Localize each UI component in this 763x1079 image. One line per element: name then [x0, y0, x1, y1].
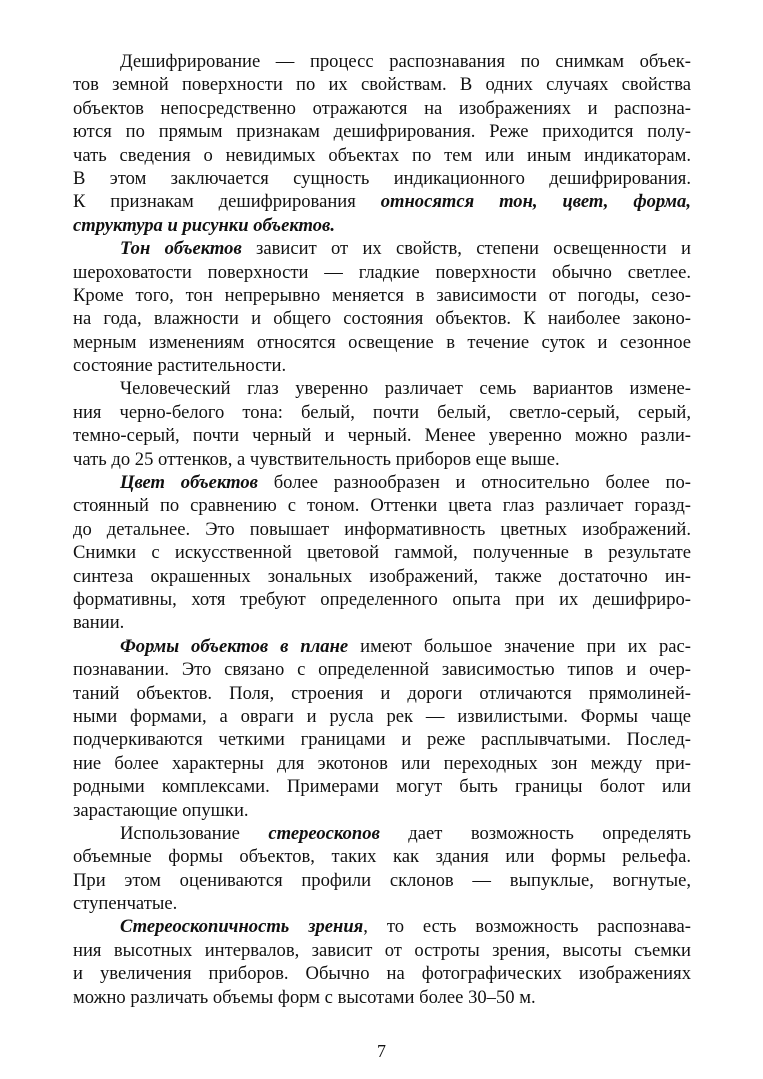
text-line [73, 822, 691, 845]
text-run: темно-серый, почти черный и черный. Менее уверенно можно разли- [73, 425, 691, 447]
text-run: Человеческий глаз уверенно различает семь вариантов измене- [120, 378, 691, 400]
text-run: Использование [120, 822, 269, 844]
text-line [73, 915, 691, 938]
text-line [73, 144, 691, 167]
text-line [73, 892, 691, 915]
emphasis-term: Тон объектов [120, 238, 242, 260]
text-run: Дешифрирование — процесс распознавания по снимкам объек- [120, 51, 691, 72]
text-run: синтеза окрашенных зональных изображений, также достаточно ин- [73, 565, 691, 587]
para-tone [73, 237, 691, 377]
text-run: подчеркиваются четкими границами и реже расплывчатыми. Послед- [73, 729, 691, 751]
text-run: объектов непосредственно отражаются на изображениях и распозна- [73, 97, 691, 119]
text-line [73, 97, 691, 120]
text-line [73, 986, 691, 1009]
page-number: 7 [377, 1041, 386, 1061]
text-run: имеют большое значение при их рас- [348, 635, 691, 657]
page-body [73, 50, 691, 1009]
text-line [73, 518, 691, 541]
text-run: дает возможность определять [379, 822, 691, 844]
para-stereo-vision [73, 915, 691, 1009]
text-line [73, 705, 691, 728]
para-color [73, 471, 691, 635]
text-run: тов земной поверхности по их свойствам. В одних случаях свойства [73, 74, 691, 96]
text-line [73, 167, 691, 190]
text-line [73, 682, 691, 705]
emphasis-term: стереоскопов [268, 822, 380, 844]
text-line [73, 354, 691, 377]
emphasis-term: Цвет объектов [120, 472, 258, 494]
text-run: более разнообразен и относительно более по- [257, 472, 691, 494]
text-line [73, 494, 691, 517]
text-line [73, 588, 691, 611]
text-run: ступенчатые. [73, 893, 178, 915]
text-run: на года, влажности и общего состояния объектов. К наиболее законо- [73, 308, 691, 330]
text-run: ными формами, а овраги и русла рек — извилистыми. Формы чаще [73, 705, 691, 727]
text-run: Снимки с искусственной цветовой гаммой, полученные в результате [73, 542, 691, 564]
emphasis-term: Стереоскопичность зрения [120, 916, 364, 938]
text-line [73, 962, 691, 985]
text-line [73, 50, 691, 73]
text-line [73, 845, 691, 868]
text-run: зависит от их свойств, степени освещенности и [241, 238, 691, 260]
text-line [73, 401, 691, 424]
text-line [73, 869, 691, 892]
text-line [73, 377, 691, 400]
text-run: зарастающие опушки. [73, 799, 249, 821]
text-line [73, 190, 691, 213]
text-line [73, 448, 691, 471]
text-run: К признакам дешифрирования [73, 191, 381, 213]
text-run: таний объектов. Поля, строения и дороги отличаются прямолиней- [73, 682, 691, 704]
text-run: , то есть возможность распознава- [363, 916, 691, 938]
para-stereoscopes [73, 822, 691, 916]
text-line [73, 424, 691, 447]
text-line [73, 214, 691, 237]
text-run: объемные формы объектов, таких как здания или формы рельефа. [73, 846, 691, 868]
text-run: Кроме того, тон непрерывно меняется в зависимости от погоды, сезо- [73, 284, 691, 306]
text-run: мерным изменениям относятся освещение в течение суток и сезонное [73, 331, 691, 353]
text-run: родными комплексами. Примерами могут быть границы болот или [73, 776, 691, 798]
para-shape [73, 635, 691, 822]
text-run: до детальнее. Это повышает информативность цветных изображений. [73, 518, 691, 540]
text-line [73, 635, 691, 658]
text-line [73, 658, 691, 681]
text-line [73, 307, 691, 330]
text-line [73, 331, 691, 354]
text-run: познавании. Это связано с определенной зависимостью типов и очер- [73, 659, 691, 681]
text-run: ния черно-белого тона: белый, почти белый, светло-серый, серый, [73, 401, 691, 423]
text-run: вании. [73, 612, 125, 634]
para-eye [73, 377, 691, 471]
text-run: можно различать объемы форм с высотами более 30–50 м. [73, 986, 536, 1008]
text-run: состояние растительности. [73, 355, 287, 377]
text-run: формативны, хотя требуют определенного опыта при их дешифриро- [73, 588, 691, 610]
text-line [73, 939, 691, 962]
text-line [73, 728, 691, 751]
text-line [73, 284, 691, 307]
text-line [73, 237, 691, 260]
text-line [73, 775, 691, 798]
text-line [73, 565, 691, 588]
text-run: шероховатости поверхности — гладкие поверхности обычно светлее. [73, 261, 691, 283]
text-line [73, 799, 691, 822]
text-run: и увеличения приборов. Обычно на фотографических изображениях [73, 963, 691, 985]
text-line [73, 752, 691, 775]
text-run: чать до 25 оттенков, а чувствительность приборов еще выше. [73, 448, 560, 470]
text-run: стоянный по сравнению с тоном. Оттенки цвета глаз различает горазд- [73, 495, 691, 517]
text-run: При этом оцениваются профили склонов — выпуклые, вогнутые, [73, 869, 691, 891]
emphasis-term: Формы объектов в плане [120, 635, 349, 657]
text-line [73, 611, 691, 634]
text-line [73, 73, 691, 96]
emphasis-term: структура и рисунки объектов. [73, 214, 336, 236]
text-run: ния высотных интервалов, зависит от остроты зрения, высоты съемки [73, 939, 691, 961]
para-definition [73, 50, 691, 237]
text-run: ние более характерны для экотонов или переходных зон между при- [73, 752, 691, 774]
text-run: ются по прямым признакам дешифрирования. Реже приходится полу- [73, 121, 691, 143]
text-line [73, 471, 691, 494]
emphasis-term: относятся тон, цвет, форма, [380, 191, 691, 213]
text-run: В этом заключается сущность индикационного дешифрирования. [73, 167, 691, 189]
text-line [73, 120, 691, 143]
text-line [73, 541, 691, 564]
text-line [73, 261, 691, 284]
text-run: чать сведения о невидимых объектах по тем или иным индикаторам. [73, 144, 691, 166]
